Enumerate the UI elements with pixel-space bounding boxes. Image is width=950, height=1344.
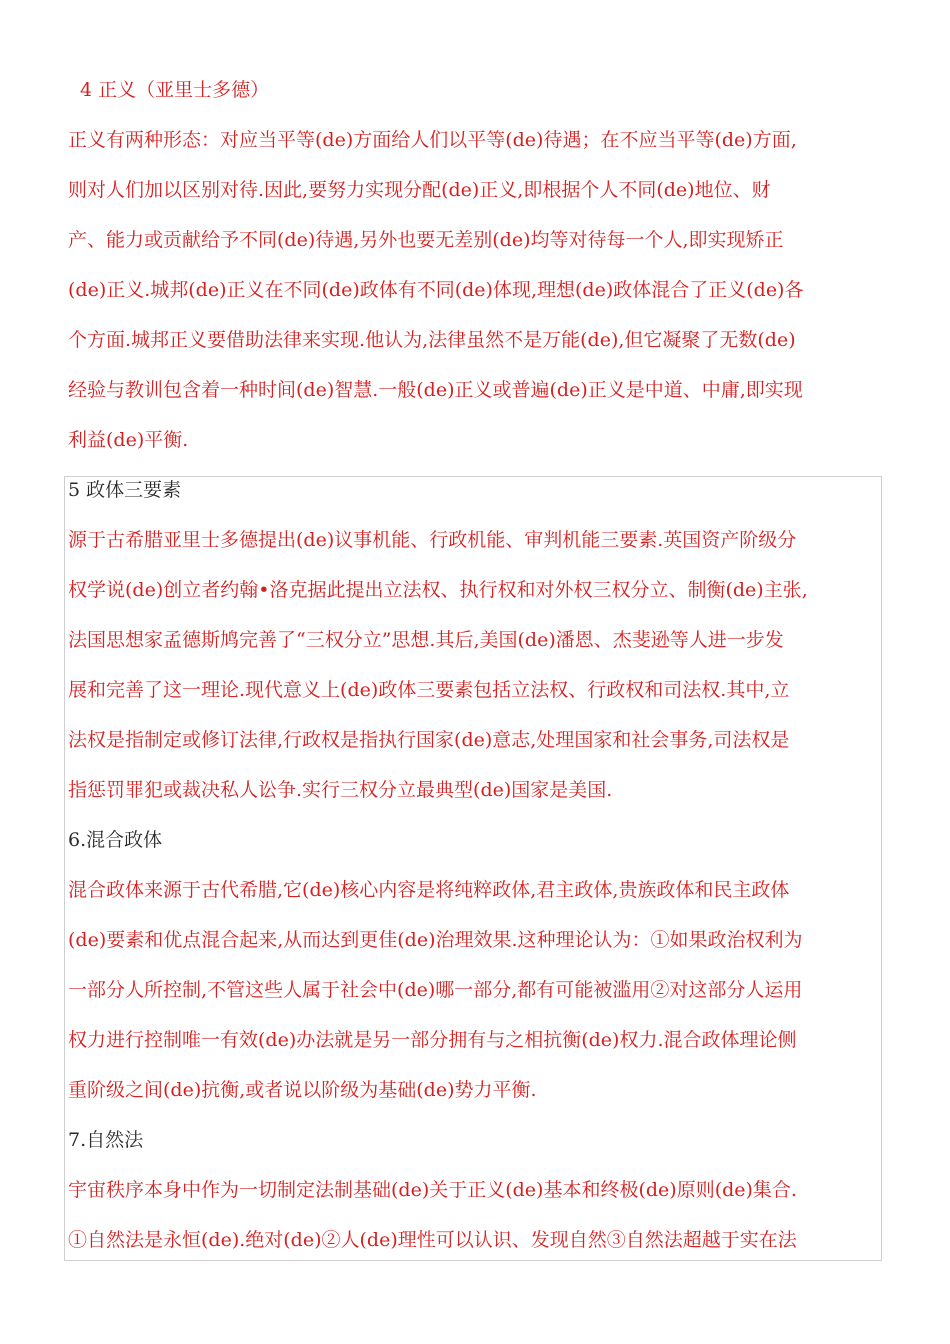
section-6-line: 重阶级之间(de)抗衡,或者说以阶级为基础(de)势力平衡. bbox=[68, 1079, 537, 1101]
section-6-line: 一部分人所控制,不管这些人属于社会中(de)哪一部分,都有可能被滥用②对这部分人运用 bbox=[68, 979, 803, 1001]
section-4-line: (de)正义.城邦(de)正义在不同(de)政体有不同(de)体现,理想(de)政体混合了正义(de)各 bbox=[68, 279, 804, 301]
section-4-line: 产、能力或贡献给予不同(de)待遇,另外也要无差别(de)均等对待每一个人,即实现矫正 bbox=[68, 229, 784, 251]
section-5-heading: 5 政体三要素 bbox=[68, 479, 182, 501]
section-4-line: 利益(de)平衡. bbox=[68, 429, 189, 451]
section-7-line: 宇宙秩序本身中作为一切制定法制基础(de)关于正义(de)基本和终极(de)原则(de)集合. bbox=[68, 1179, 797, 1201]
section-7-line: ①自然法是永恒(de).绝对(de)②人(de)理性可以认识、发现自然③自然法超越于实在法 bbox=[68, 1229, 797, 1251]
section-7-heading: 7.自然法 bbox=[68, 1129, 144, 1151]
section-4-line: 经验与教训包含着一种时间(de)智慧.一般(de)正义或普遍(de)正义是中道、中庸,即实现 bbox=[68, 379, 803, 401]
section-6-heading: 6.混合政体 bbox=[68, 829, 163, 851]
section-5-line: 权学说(de)创立者约翰•洛克据此提出立法权、执行权和对外权三权分立、制衡(de)主张, bbox=[68, 579, 808, 601]
section-5-line: 源于古希腊亚里士多德提出(de)议事机能、行政机能、审判机能三要素.英国资产阶级分 bbox=[68, 529, 797, 551]
section-5-line: 法权是指制定或修订法律,行政权是指执行国家(de)意志,处理国家和社会事务,司法权是 bbox=[68, 729, 790, 751]
section-4-line: 正义有两种形态：对应当平等(de)方面给人们以平等(de)待遇；在不应当平等(de)方面, bbox=[68, 129, 797, 151]
section-4-heading: 4 正义（亚里士多德） bbox=[80, 79, 270, 101]
section-6-line: 权力进行控制唯一有效(de)办法就是另一部分拥有与之相抗衡(de)权力.混合政体理论侧 bbox=[68, 1029, 797, 1051]
section-5-line: 展和完善了这一理论.现代意义上(de)政体三要素包括立法权、行政权和司法权.其中,立 bbox=[68, 679, 790, 701]
section-5-line: 指惩罚罪犯或裁决私人讼争.实行三权分立最典型(de)国家是美国. bbox=[68, 779, 613, 801]
section-4-line: 则对人们加以区别对待.因此,要努力实现分配(de)正义,即根据个人不同(de)地位、财 bbox=[68, 179, 771, 201]
section-6-line: 混合政体来源于古代希腊,它(de)核心内容是将纯粹政体,君主政体,贵族政体和民主政体 bbox=[68, 879, 790, 901]
section-4-line: 个方面.城邦正义要借助法律来实现.他认为,法律虽然不是万能(de),但它凝聚了无数(de) bbox=[68, 329, 796, 351]
section-6-line: (de)要素和优点混合起来,从而达到更佳(de)治理效果.这种理论认为：①如果政治权利为 bbox=[68, 929, 803, 951]
section-5-line: 法国思想家孟德斯鸠完善了“三权分立”思想.其后,美国(de)潘恩、杰斐逊等人进一步发 bbox=[68, 629, 784, 651]
